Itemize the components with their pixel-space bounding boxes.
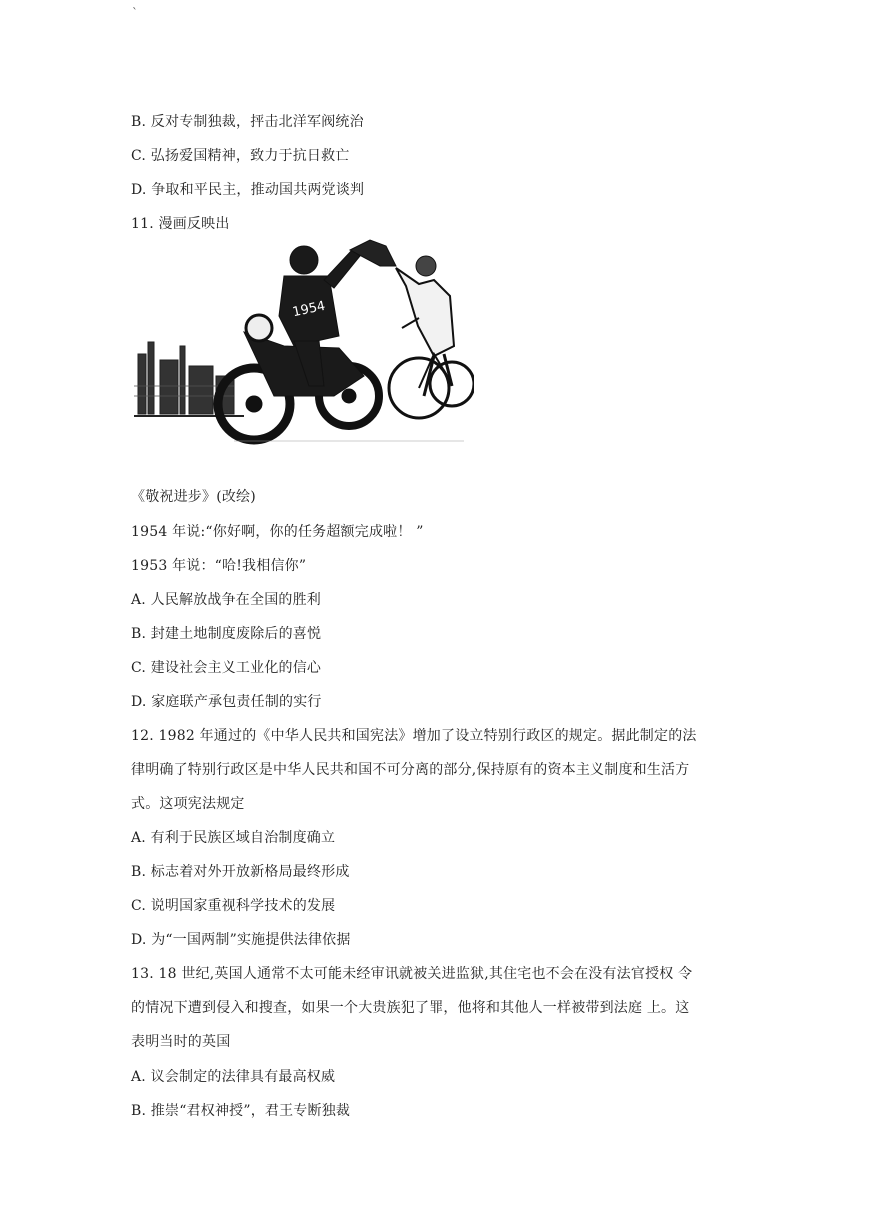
cartoon-illustration (134, 236, 474, 448)
q10-option-d: D. 争取和平民主，推动国共两党谈判 (131, 182, 365, 198)
q12-option-d: D. 为“一国两制”实施提供法律依据 (131, 932, 351, 948)
q13-stem-line: 13. 18 世纪,英国人通常不太可能未经审讯就被关进监狱,其住宅也不会在没有法官授权 令 (131, 966, 693, 982)
q11-quote-1953: 1953 年说：“哈!我相信你” (131, 558, 307, 574)
q13-option-b: B. 推崇“君权神授”，君王专断独裁 (131, 1103, 351, 1119)
q13-stem-line: 表明当时的英国 (131, 1034, 231, 1050)
q12-option-a: A. 有利于民族区域自治制度确立 (131, 830, 336, 846)
q11-option-c: C. 建设社会主义工业化的信心 (131, 660, 322, 676)
header-mark: ` (132, 6, 138, 20)
q12-stem-line: 式。这项宪法规定 (131, 796, 245, 812)
q11-stem: 11. 漫画反映出 (131, 216, 230, 232)
q12-option-b: B. 标志着对外开放新格局最终形成 (131, 864, 350, 880)
q13-option-a: A. 议会制定的法律具有最高权威 (131, 1069, 336, 1085)
q10-option-b: B. 反对专制独裁，抨击北洋军阀统治 (131, 114, 364, 130)
q11-caption: 《敬祝进步》(改绘) (131, 489, 256, 505)
q10-option-c: C. 弘扬爱国精神，致力于抗日救亡 (131, 148, 350, 164)
q11-option-a: A. 人民解放战争在全国的胜利 (131, 592, 322, 608)
q11-option-d: D. 家庭联产承包责任制的实行 (131, 694, 322, 710)
cyclist (389, 256, 474, 418)
q13-stem-line: 的情况下遭到侵入和搜查，如果一个大贵族犯了罪，他将和其他人一样被带到法庭 上。这 (131, 1000, 690, 1016)
q12-option-c: C. 说明国家重视科学技术的发展 (131, 898, 336, 914)
handshake (350, 240, 396, 266)
q12-stem-line: 律明确了特别行政区是中华人民共和国不可分离的部分,保持原有的资本主义制度和生活方 (131, 762, 690, 778)
q11-quote-1954: 1954 年说:“你好啊，你的任务超额完成啦！ ” (131, 524, 424, 540)
q11-option-b: B. 封建土地制度废除后的喜悦 (131, 626, 322, 642)
cartoon-figure (134, 236, 474, 448)
rider-badge: 1954 (291, 298, 327, 321)
q12-stem-line: 12. 1982 年通过的《中华人民共和国宪法》增加了设立特别行政区的规定。据此制定的法 (131, 728, 697, 744)
